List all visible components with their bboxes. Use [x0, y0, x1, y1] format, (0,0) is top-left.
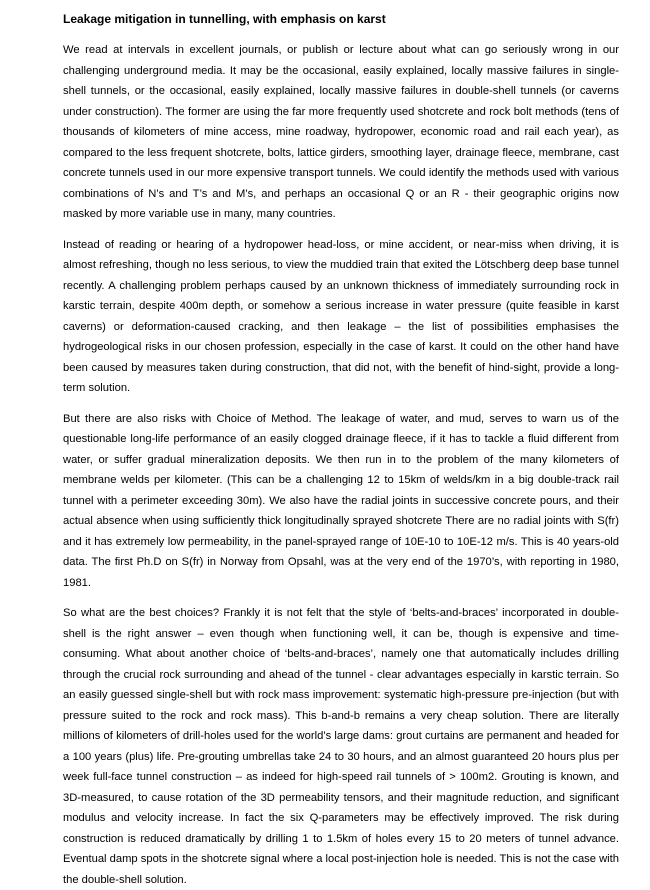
paragraph-2: Instead of reading or hearing of a hydropower head-loss, or mine accident, or near-miss when driving, it is almost refreshing, though no less serious, to view the muddied train that exited the Lötschberg deep base tunnel recently. A challenging problem perhaps caused by an unknown thickness of immediately surrounding rock in karstic terrain, despite 400m depth, or somehow a serious increase in water pressure (quite feasible in karst caverns) or deformation-caused cracking, and then leakage – the list of possibilities emphasises the hydrogeological risks in our chosen profession, especially in the case of karst. It could on the other hand have been caused by measures taken during construction, that did not, with the benefit of hind-sight, provide a long-term solution. [63, 238, 619, 394]
paragraph-3: But there are also risks with Choice of Method. The leakage of water, and mud, serves to warn us of the questionable long-life performance of an easily clogged drainage fleece, if it has to tackle a fluid different from water, or suffer gradual mineralization deposits. We then run in to the problem of the many kilometers of membrane welds per kilometer. (This can be a challenging 12 to 15km of welds/km in a big double-track rail tunnel with a perimeter exceeding 30m). We also have the radial joints in successive concrete pours, and their actual absence when using sufficiently thick longitudinally sprayed shotcrete There are no radial joints with S(fr) and it has extremely low permeability, in the panel-sprayed range of 10E-10 to 10E-12 m/s. This is 40 years-old data. The first Ph.D on S(fr) in Norway from Opsahl, was at the very end of the 1970’s, with reporting in 1980, 1981. [63, 412, 619, 589]
paragraph-4: So what are the best choices? Frankly it is not felt that the style of ‘belts-and-braces’ incorporated in double-shell is the right answer – even though when functioning well, it can be, though is expensive and time-consuming. What about another choice of ‘belts-and-braces’, namely one that automatically includes drilling through the crucial rock surrounding and ahead of the tunnel - clear advantages especially in karstic terrain. So an easily guessed single-shell but with rock mass improvement: systematic high-pressure pre-injection (but with pressure suited to the rock and rock mass). This b-and-b remains a very cheap solution. There are literally millions of kilometers of drill-holes used for the world’s large dams: grout curtains are permanent and headed for a 100 years (plus) life. Pre-grouting umbrellas take 24 to 30 hours, and an almost guaranteed 20 hours plus per week full-face tunnel construction – as indeed for high-speed rail tunnels of > 100m2. Grouting is known, and 3D-measured, to cause rotation of the 3D permeability tensors, and their magnitude reduction, and significant modulus and velocity increase. In fact the six Q-parameters may be effectively improved. The risk during construction is reduced dramatically by drilling 1 to 1.5km of holes every 15 to 20 meters of tunnel advance. Eventual damp spots in the shotcrete signal where a local post-injection hole is needed. This is not the case with the double-shell solution. [63, 607, 619, 886]
document-title: Leakage mitigation in tunnelling, with emphasis on karst [63, 12, 386, 26]
paragraph-1: We read at intervals in excellent journals, or publish or lecture about what can go seriously wrong in our challenging underground media. It may be the occasional, easily explained, locally massive failures in single-shell tunnels, or the occasional, easily explained, locally massive failures in double-shell tunnels (or caverns under construction). The former are using the far more frequently used shotcrete and rock bolt methods (tens of thousands of kilometers of mine access, mine roadway, hydropower, economic road and rail each year), as compared to the less frequent shotcrete, bolts, lattice girders, smoothing layer, drainage fleece, membrane, cast concrete tunnels used in our more expensive transport tunnels. We could identify the methods used with various combinations of N’s and T’s and M’s, and perhaps an occasional Q or an R - their geographic origins now masked by more variable use in many, many countries. [63, 44, 619, 220]
